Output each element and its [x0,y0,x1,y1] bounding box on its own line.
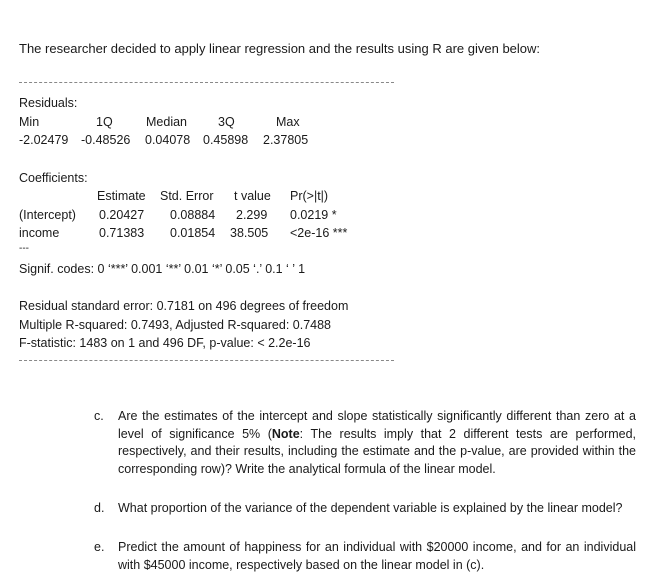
coef-header-estimate: Estimate [97,189,146,203]
question-label: e. [94,540,105,554]
r-squared-line: Multiple R-squared: 0.7493, Adjusted R-squared: 0.7488 [19,318,331,332]
coef-row-se: 0.01854 [170,226,216,240]
signif-codes: Signif. codes: 0 ‘***’ 0.001 ‘**’ 0.01 ‘*’ 0.05 ‘.’ 0.1 ‘ ’ 1 [19,262,306,276]
coef-row-t: 2.299 [236,208,268,222]
residuals-value-min: -2.02479 [19,133,69,147]
f-statistic-line: F-statistic: 1483 on 1 and 496 DF, p-value: < 2.2e-16 [19,336,311,350]
residuals-header-1q: 1Q [96,115,113,129]
residuals-header-3q: 3Q [218,115,235,129]
coef-header-t: t value [234,189,271,203]
question-text: Are the estimates of the intercept and slope statistically significantly different than zero at a level of significance 5% (Note: The results imply that 2 different tests are performed, respectively, and their results, including the estimate and the p-value, are provided within the corresponding row)? Write the analytical formula of the linear model. [118,409,636,476]
top-divider [19,82,394,83]
question-text: Predict the amount of happiness for an individual with $20000 income, and for an individual with $45000 income, respectively based on the linear model in (c). [118,540,636,572]
coefficients-heading: Coefficients: [19,171,88,185]
coef-row-estimate: 0.20427 [99,208,145,222]
residuals-heading: Residuals: [19,96,78,110]
residuals-value-median: 0.04078 [145,133,191,147]
question-label: c. [94,409,104,423]
coef-row-p: <2e-16 *** [290,226,348,240]
coef-row-p: 0.0219 * [290,208,337,222]
question-text: What proportion of the variance of the dependent variable is explained by the linear model? [118,501,623,515]
coef-row-name: income [19,226,60,240]
residuals-value-3q: 0.45898 [203,133,249,147]
residuals-header-max: Max [276,115,300,129]
question-label: d. [94,501,105,515]
residuals-header-median: Median [146,115,187,129]
coef-separator: --- [19,243,29,254]
coef-row-t: 38.505 [230,226,269,240]
coef-header-se: Std. Error [160,189,214,203]
coef-row-se: 0.08884 [170,208,216,222]
bottom-divider [19,360,394,361]
coef-row-estimate: 0.71383 [99,226,145,240]
coef-row-name: (Intercept) [19,208,76,222]
residuals-value-max: 2.37805 [263,133,309,147]
residuals-header-min: Min [19,115,40,129]
residual-se-line: Residual standard error: 0.7181 on 496 degrees of freedom [19,299,349,313]
residuals-value-1q: -0.48526 [81,133,131,147]
intro-text: The researcher decided to apply linear regression and the results using R are given below: [19,41,541,56]
coef-header-p: Pr(>|t|) [290,189,329,203]
